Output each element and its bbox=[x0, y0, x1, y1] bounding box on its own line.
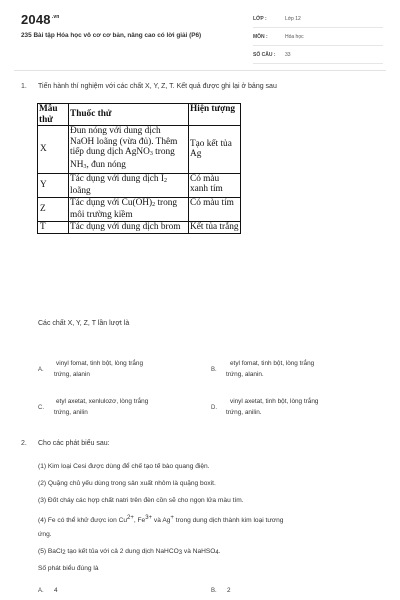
table-header-sample: Mẫu thử bbox=[38, 104, 69, 126]
option-d-letter[interactable]: D. bbox=[211, 405, 217, 411]
meta-count-row bbox=[253, 50, 383, 64]
question-1-prompt: Các chất X, Y, Z, T lần lượt là bbox=[38, 320, 130, 327]
table-cell-result: Có màu xanh tím bbox=[189, 173, 241, 197]
meta-subject-row bbox=[253, 32, 383, 46]
option-c-letter[interactable]: C. bbox=[38, 405, 44, 411]
table-row bbox=[38, 173, 241, 197]
option-c-text[interactable]: etyl axetat, xenlulozơ, lòng trắng trứng, anilin bbox=[54, 398, 149, 416]
page-header bbox=[0, 0, 400, 68]
table-row bbox=[38, 197, 241, 221]
header-divider bbox=[14, 70, 386, 71]
option-b-letter[interactable]: B. bbox=[211, 367, 217, 373]
option-b-text[interactable]: etyl fomat, tinh bột, lòng trắng trứng, alanin. bbox=[226, 360, 315, 378]
option-a-text[interactable]: vinyl fomat, tinh bột, lòng trắng trứng, alanin bbox=[54, 360, 144, 378]
statement-5: (5) BaCl2 tạo kết tủa với cả 2 dung dịch NaHCO3 và NaHSO4. bbox=[38, 548, 221, 556]
meta-subject-label: MÔN : bbox=[253, 34, 268, 40]
statement-4-continued: ứng. bbox=[38, 531, 52, 538]
question-2-prompt: Số phát biểu đúng là bbox=[38, 565, 99, 572]
q2-option-b-letter[interactable]: B. bbox=[211, 588, 217, 594]
statement-1: (1) Kim loại Cesi được dùng để chế tạo tế bào quang điện. bbox=[38, 463, 210, 470]
table-cell-sample: X bbox=[38, 126, 69, 173]
meta-count-value: 33 bbox=[285, 52, 291, 58]
table-cell-reagent: Tác dụng với Cu(OH)2 trong môi trường kiềm bbox=[69, 197, 189, 221]
table-cell-result: Có màu tím bbox=[189, 197, 241, 221]
question-1-text: Tiến hành thí nghiệm với các chất X, Y, Z, T. Kết quả được ghi lại ở bảng sau bbox=[38, 83, 277, 90]
table-row bbox=[38, 126, 241, 173]
statement-4: (4) Fe có thể khử được ion Cu2+, Fe3+ và Ag+ trong dung dịch thành kim loại tương bbox=[38, 515, 284, 524]
meta-class-value: Lớp 12 bbox=[285, 16, 301, 22]
statement-3: (3) Đốt cháy các hợp chất natri trên đèn cồn sẽ cho ngọn lửa màu tím. bbox=[38, 497, 244, 504]
question-2-number: 2. bbox=[21, 440, 27, 447]
meta-class-label: LỚP : bbox=[253, 16, 267, 22]
statement-2: (2) Quặng chủ yếu dùng trong sản xuất nhôm là quặng boxit. bbox=[38, 480, 216, 487]
q2-option-b-text[interactable]: 2 bbox=[227, 587, 231, 594]
site-logo[interactable]: $2048^{.vn}$ bbox=[21, 12, 60, 27]
option-a-letter[interactable]: A. bbox=[38, 367, 44, 373]
table-cell-reagent: Đun nóng với dung dịch NaOH loãng (vừa đủ). Thêm tiếp dung dịch AgNO3 trong NH3, đun nóng bbox=[69, 126, 189, 173]
table-cell-sample: Z bbox=[38, 197, 69, 221]
document-title: 235 Bài tập Hóa học vô cơ cơ bản, nâng cao có lời giải (P6) bbox=[21, 32, 202, 39]
table-cell-sample: Y bbox=[38, 173, 69, 197]
question-2-text: Cho các phát biểu sau: bbox=[38, 440, 110, 447]
meta-class-row bbox=[253, 14, 383, 28]
meta-count-label: SỐ CÂU : bbox=[253, 52, 276, 58]
table-header-reagent: Thuốc thử bbox=[69, 104, 189, 126]
table-cell-reagent: Tác dụng với dung dịch brom bbox=[69, 221, 189, 233]
table-header-row bbox=[38, 104, 241, 126]
meta-subject-value: Hóa học bbox=[285, 34, 304, 40]
question-1-table bbox=[37, 103, 241, 234]
table-cell-sample: T bbox=[38, 221, 69, 233]
table-cell-result: Tạo kết tủa Ag bbox=[189, 126, 241, 173]
q2-option-a-letter[interactable]: A. bbox=[38, 588, 44, 594]
table-row bbox=[38, 221, 241, 233]
table-cell-reagent: Tác dụng với dung dịch I2 loãng bbox=[69, 173, 189, 197]
document-meta bbox=[253, 14, 383, 68]
table-header-result: Hiện tượng bbox=[189, 104, 241, 126]
table-cell-result: Kết tủa trắng bbox=[190, 221, 239, 232]
q2-option-a-text[interactable]: 4 bbox=[54, 587, 58, 594]
option-d-text[interactable]: vinyl axetat, tinh bột, lòng trắng trứng, anilin. bbox=[226, 398, 319, 416]
question-1-number: 1. bbox=[21, 83, 27, 90]
